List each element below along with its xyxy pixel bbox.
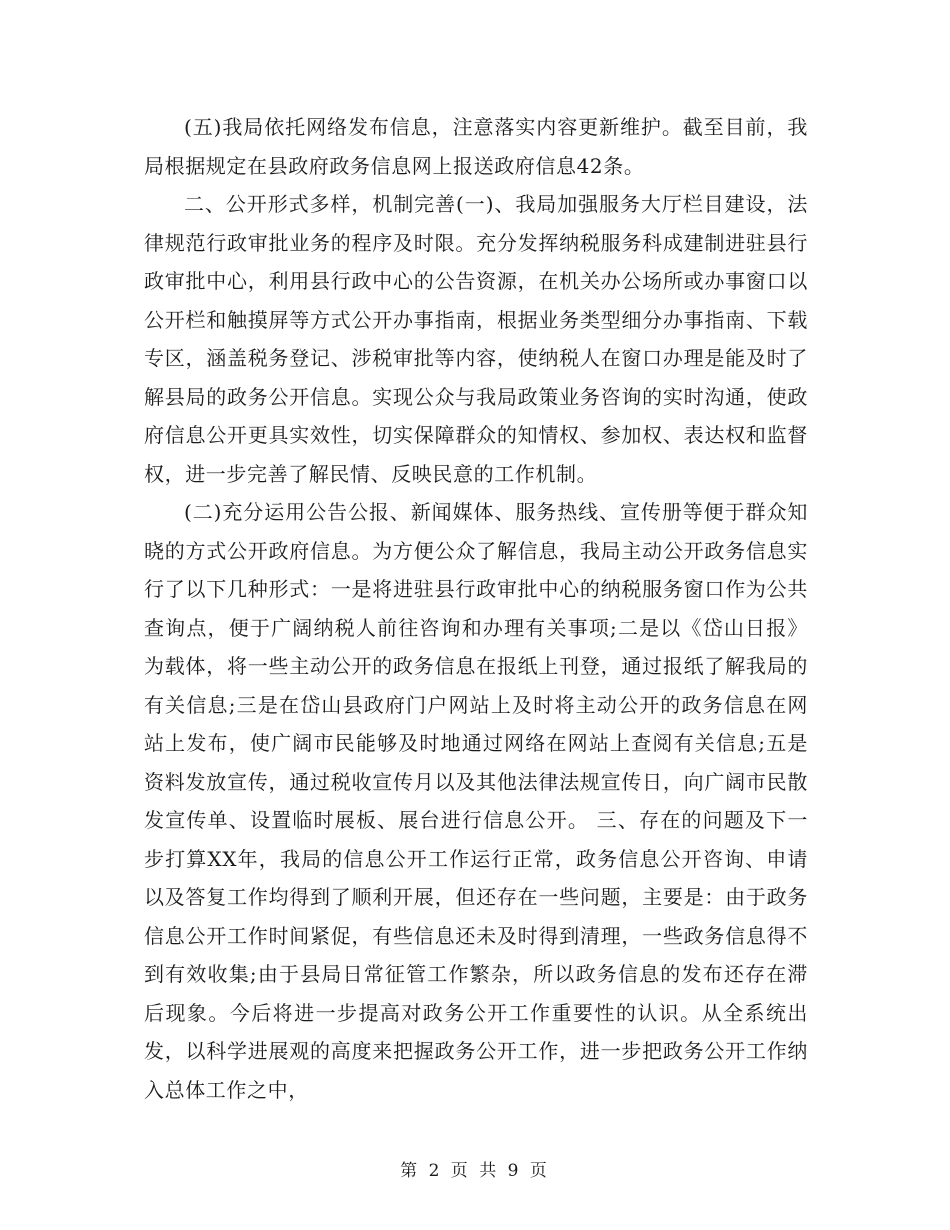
paragraph-section-2-2: (二)充分运用公告公报、新闻媒体、服务热线、宣传册等便于群众知晓的方式公开政府信息。为方便公众了解信息，我局主动公开政务信息实行了以下几种形式：一是将进驻县行政审批中心的纳税服务窗口作为公共查询点，便于广阔纳税人前往咨询和办理有关事项;二是以《岱山日报》为载体，将一些主动公开的政务信息在报纸上刊登，通过报纸了解我局的有关信息;三是在岱山县政府门户网站上及时将主动公开的政务信息在网站上发布，使广阔市民能够及时地通过网络在网站上查阅有关信息;五是资料发放宣传，通过税收宣传月以及其他法律法规宣传日，向广阔市民散发宣传单、设置临时展板、展台进行信息公开。 三、存在的问题及下一步打算XX年，我局的信息公开工作运行正常，政务信息公开咨询、申请以及答复工作均得到了顺利开展，但还存在一些问题，主要是：由于政务信息公开工作时间紧促，有些信息还未及时得到清理，一些政务信息得不到有效收集;由于县局日常征管工作繁杂，所以政务信息的发布还存在滞后现象。今后将进一步提高对政务公开工作重要性的认识。从全系统出发，以科学进展观的高度来把握政务公开工作，进一步把政务公开工作纳入总体工作之中， — [144, 500, 808, 1102]
page-footer: 第 2 页 共 9 页 — [400, 1161, 550, 1181]
paragraph-section-5: (五)我局依托网络发布信息，注意落实内容更新维护。截至目前，我局根据规定在县政府政务信息网上报送政府信息42条。 — [144, 115, 808, 178]
document-body — [144, 108, 808, 1109]
paragraph-section-2-1: 二、公开形式多样，机制完善(一)、我局加强服务大厅栏目建设，法律规范行政审批业务的程序及时限。充分发挥纳税服务科成建制进驻县行政审批中心，利用县行政中心的公告资源，在机关办公场所或办事窗口以公开栏和触摸屏等方式公开办事指南，根据业务类型细分办事指南、下载专区，涵盖税务登记、涉税审批等内容，使纳税人在窗口办理是能及时了解县局的政务公开信息。实现公众与我局政策业务咨询的实时沟通，使政府信息公开更具实效性，切实保障群众的知情权、参加权、表达权和监督权，进一步完善了解民情、反映民意的工作机制。 — [144, 192, 808, 486]
